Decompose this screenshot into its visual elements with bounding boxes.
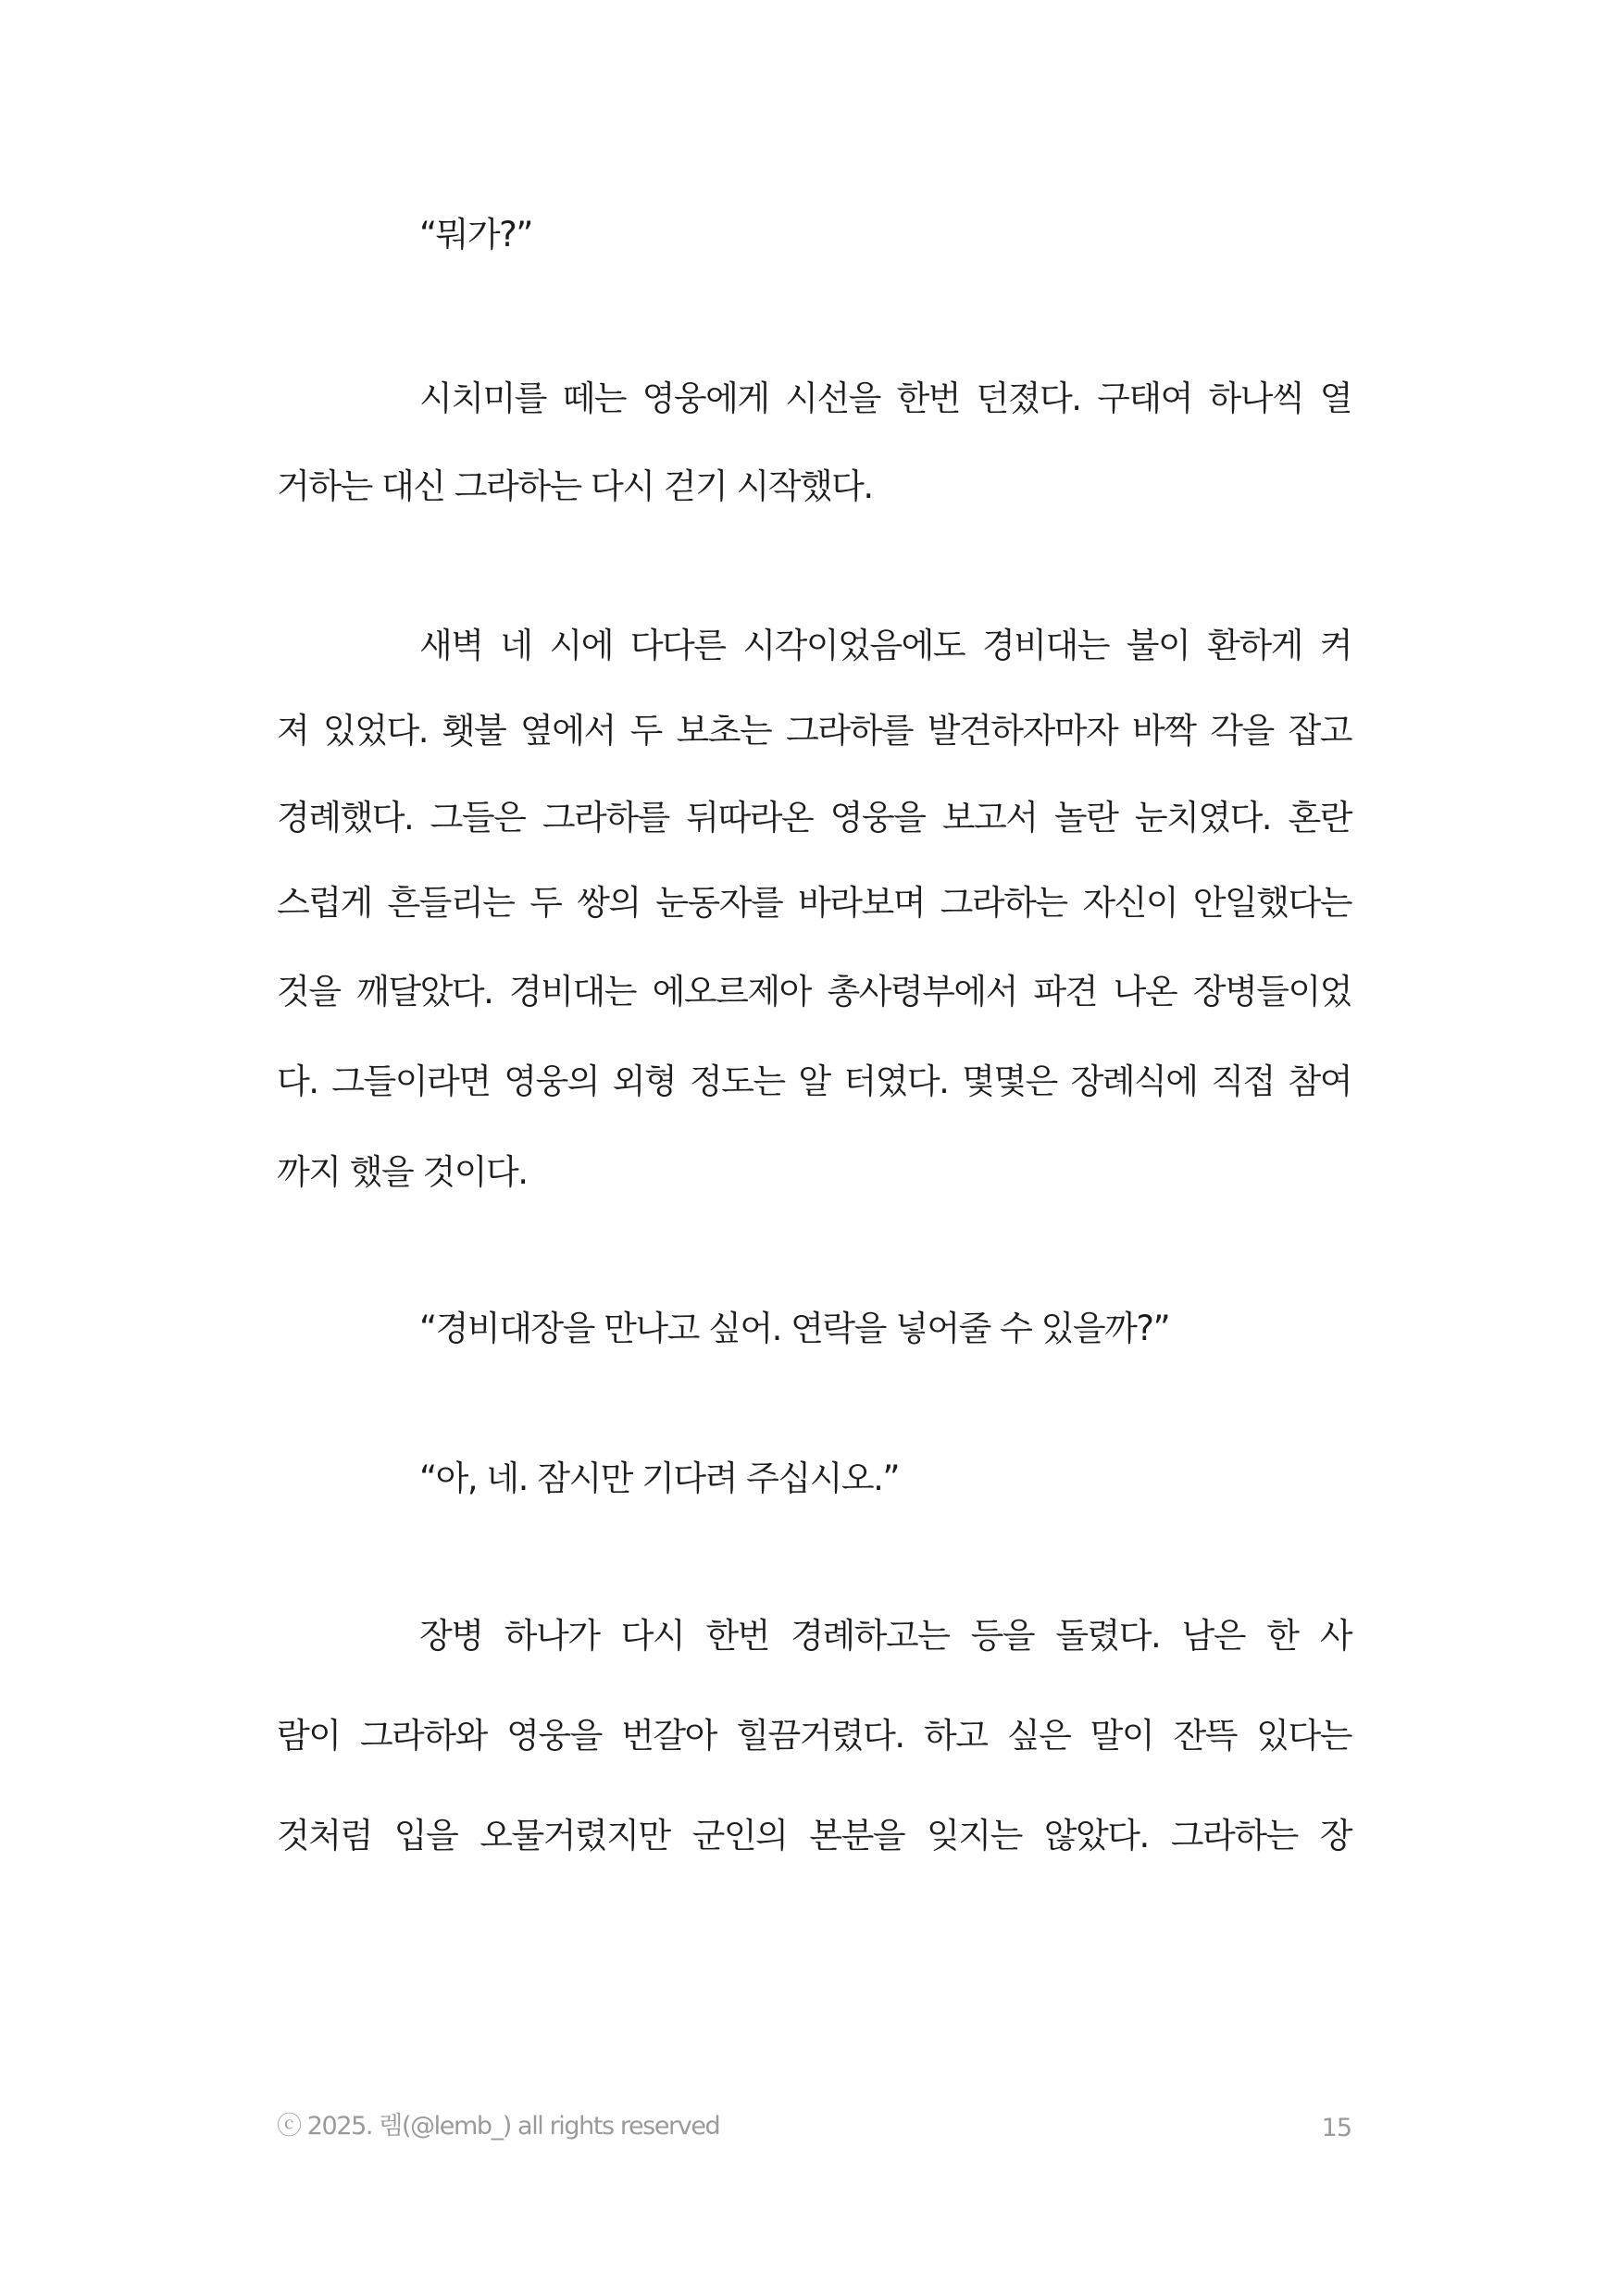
text-line: 람이 그라하와 영웅을 번갈아 힐끔거렸다. 하고 싶은 말이 잔뜩 있다는: [277, 1716, 1351, 1756]
text-line: 져 있었다. 횃불 옆에서 두 보초는 그라하를 발견하자마자 바짝 각을 잡고: [277, 711, 1351, 751]
text-line: “경비대장을 만나고 싶어. 연락을 넣어줄 수 있을까?”: [419, 1309, 1170, 1348]
page-number: 15: [1321, 2114, 1351, 2142]
text-line: 다. 그들이라면 영웅의 외형 정도는 알 터였다. 몇몇은 장례식에 직접 참여: [277, 1061, 1351, 1101]
text-line: 장병 하나가 다시 한번 경례하고는 등을 돌렸다. 남은 한 사: [419, 1616, 1351, 1656]
copyright-notice: ⓒ 2025. 렘(@lemb_) all rights reserved: [277, 2112, 720, 2141]
text-line: 스럽게 흔들리는 두 쌍의 눈동자를 바라보며 그라하는 자신이 안일했다는: [277, 883, 1351, 923]
text-line: 거하는 대신 그라하는 다시 걷기 시작했다.: [277, 466, 873, 506]
text-line: “뭐가?”: [419, 215, 532, 254]
text-line: 것을 깨달았다. 경비대는 에오르제아 총사령부에서 파견 나온 장병들이었: [277, 972, 1351, 1011]
text-line: 까지 했을 것이다.: [277, 1152, 528, 1192]
text-line: 새벽 네 시에 다다른 시각이었음에도 경비대는 불이 환하게 켜: [419, 626, 1351, 665]
text-line: “아, 네. 잠시만 기다려 주십시오.”: [419, 1458, 900, 1498]
text-line: 시치미를 떼는 영웅에게 시선을 한번 던졌다. 구태여 하나씩 열: [419, 379, 1351, 418]
text-line: 경례했다. 그들은 그라하를 뒤따라온 영웅을 보고서 놀란 눈치였다. 혼란: [277, 798, 1351, 838]
text-line: 것처럼 입을 오물거렸지만 군인의 본분을 잊지는 않았다. 그라하는 장: [277, 1816, 1351, 1855]
